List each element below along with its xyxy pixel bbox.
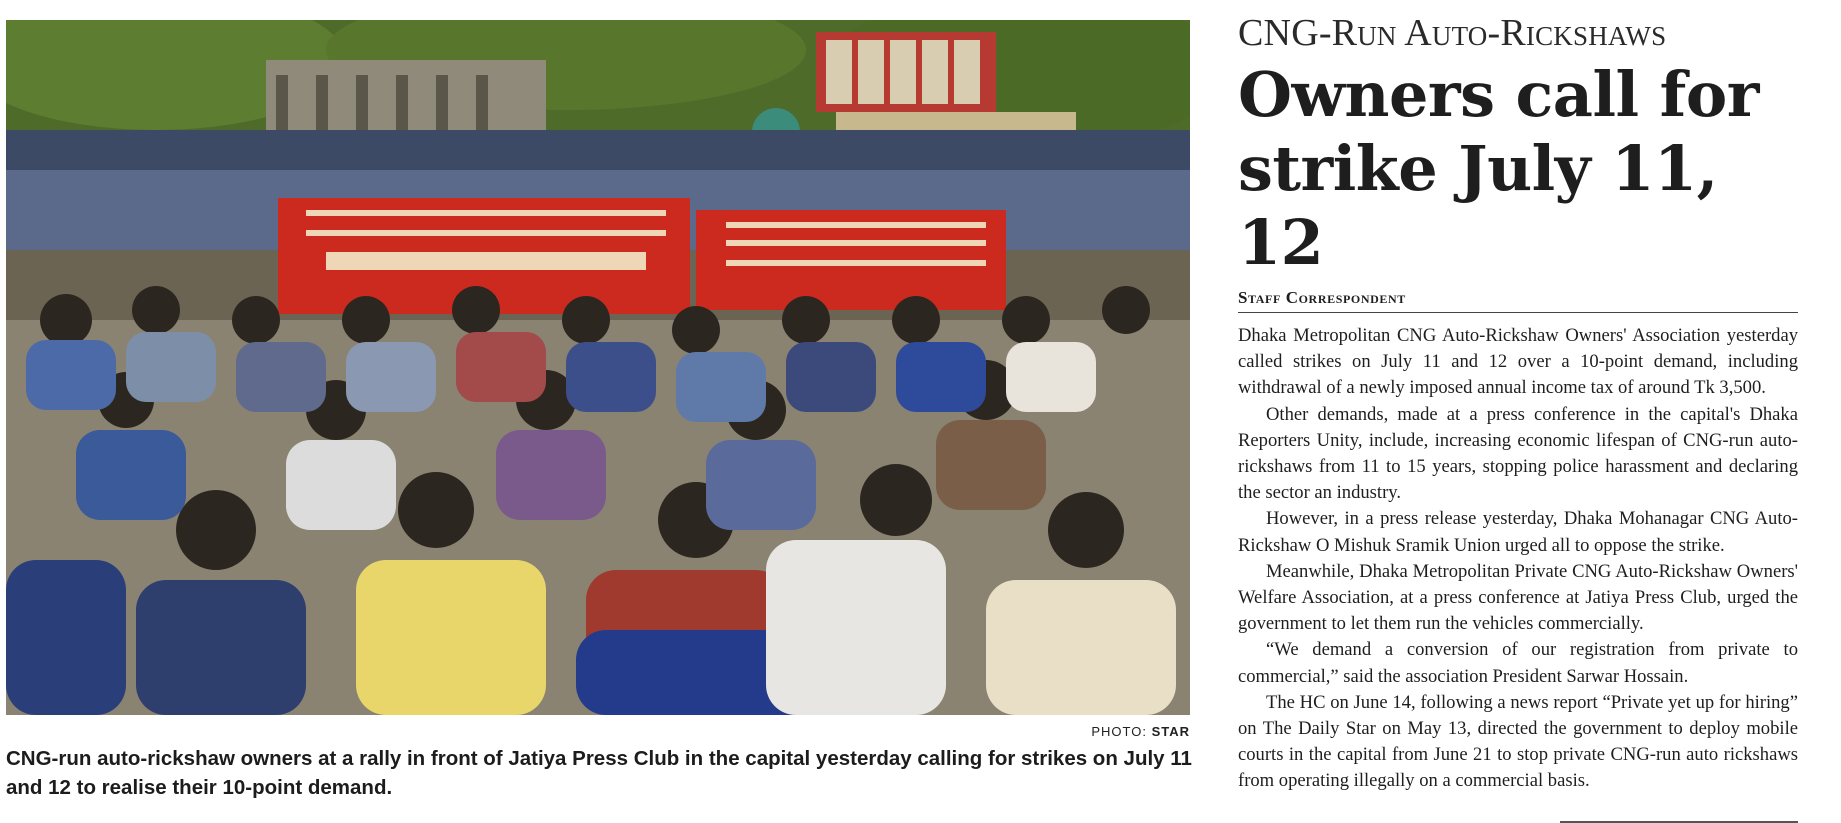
article-kicker: CNG-Run Auto-Rickshaws xyxy=(1238,12,1667,54)
article-paragraph: Meanwhile, Dhaka Metropolitan Private CNG Auto-Rickshaw Owners' Welfare Association, at a press conference at Jatiya Press Club, urged the government to let them run the vehicles commercially. xyxy=(1238,560,1798,635)
article-paragraph: Dhaka Metropolitan CNG Auto-Rickshaw Owners' Association yesterday called strikes on July 11 and 12 over a 10-point demand, including withdrawal of a newly imposed annual income tax of around Tk 3,500. xyxy=(1238,325,1798,399)
article-headline: Owners call for strike July 11, 12 xyxy=(1238,58,1759,279)
article-body xyxy=(1238,323,1798,795)
photo-credit xyxy=(1091,724,1190,739)
photo-credit-source: STAR xyxy=(1151,724,1190,739)
photo-caption: CNG-run auto-rickshaw owners at a rally in front of Jatiya Press Club in the capital yesterday calling for strikes on July 11 and 12 to realise their 10-point demand. xyxy=(6,747,1192,799)
photo-credit-label: PHOTO: xyxy=(1091,724,1147,739)
article-paragraph: However, in a press release yesterday, Dhaka Mohanagar CNG Auto-Rickshaw O Mishuk Sramik Union urged all to oppose the strike. xyxy=(1238,508,1798,556)
article-paragraph: “We demand a conversion of our registration from private to commercial,” said the association President Sarwar Hossain. xyxy=(1238,639,1798,687)
article-byline: Staff Correspondent xyxy=(1238,288,1798,313)
article xyxy=(1238,12,1798,795)
news-photo xyxy=(6,20,1190,715)
article-paragraph: Other demands, made at a press conference in the capital's Dhaka Reporters Unity, include, increasing economic lifespan of CNG-run auto-rickshaws from 11 to 15 years, stopping police harassment and declaring the sector an industry. xyxy=(1238,403,1798,504)
article-paragraph: The HC on June 14, following a news report “Private yet up for hiring” on The Daily Star on May 13, directed the government to deploy mobile courts in the capital from June 21 to stop private CNG-run auto rickshaws from operating illegally on a commercial basis. xyxy=(1238,691,1798,792)
rally-crowd-photo xyxy=(6,20,1190,715)
